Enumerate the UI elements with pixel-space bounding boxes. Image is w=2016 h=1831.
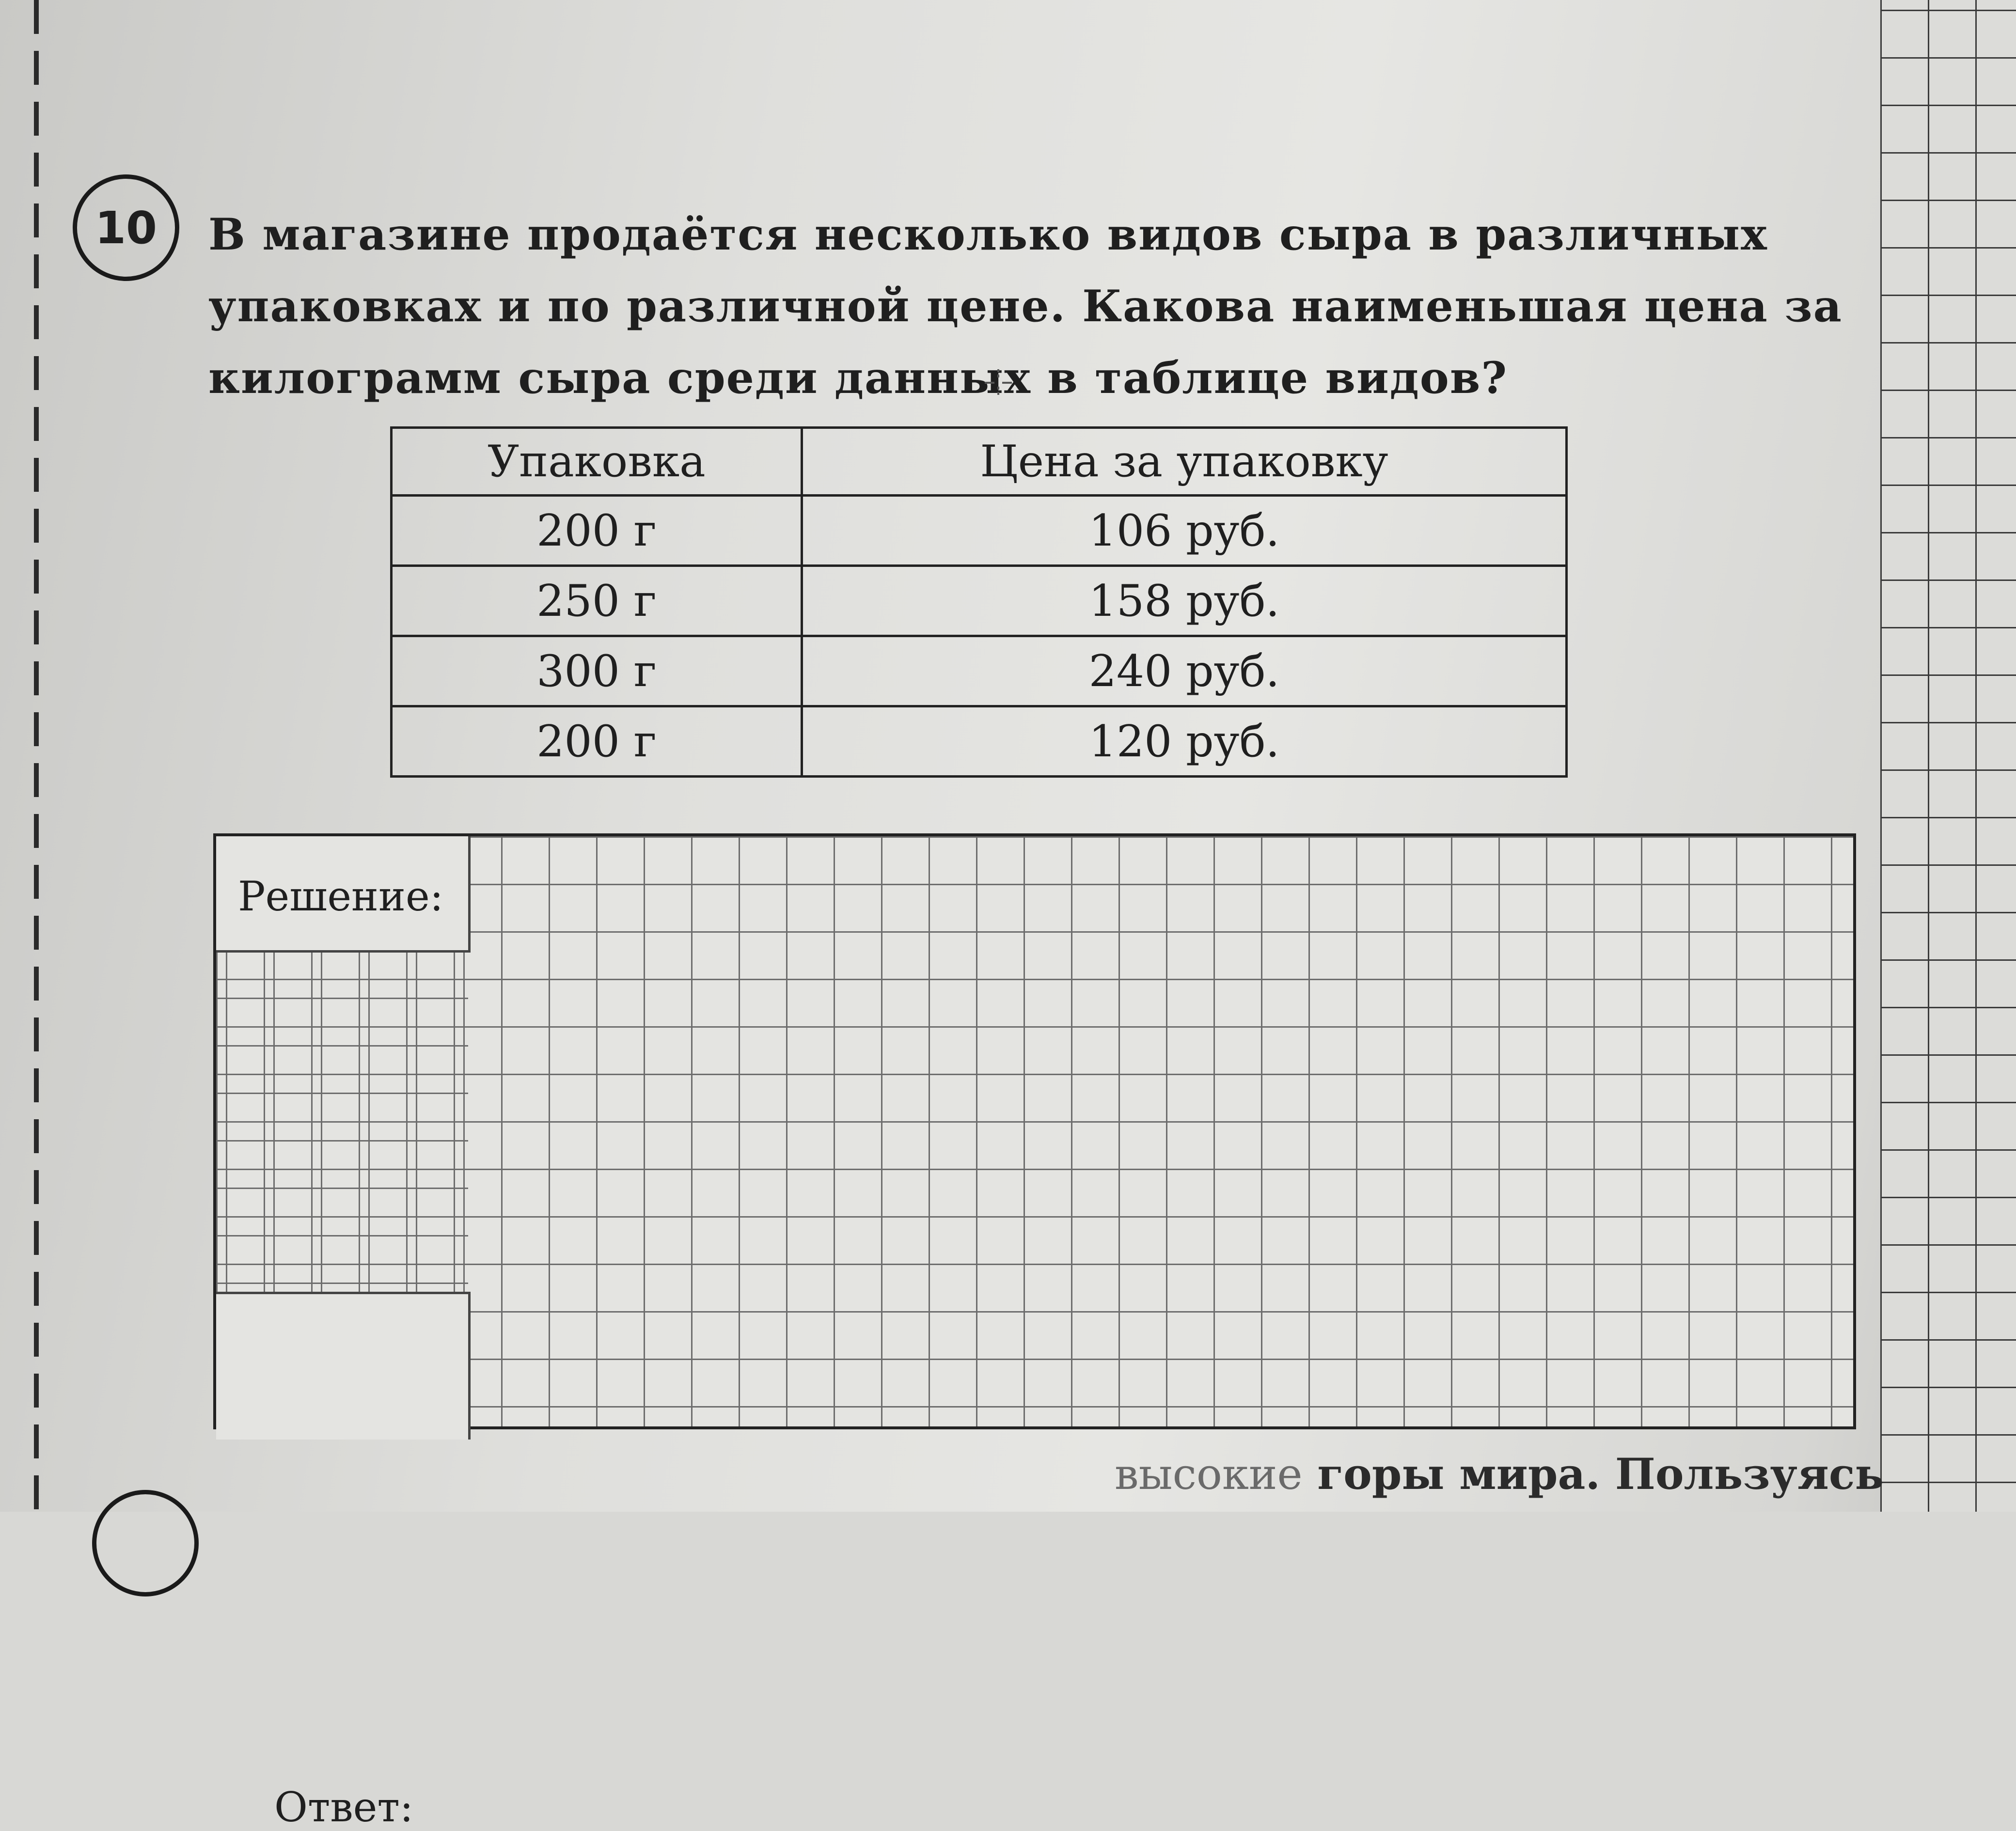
- table-row: [392, 706, 1567, 777]
- package-cell: 200 г: [392, 496, 802, 566]
- task-question: В магазине продаётся несколько видов сыра в различных упаковках и по различной цене. Какова наименьшая цена за килограмм сыра среди данных в таблице видов?: [208, 209, 1843, 404]
- price-cell: 106 руб.: [802, 496, 1566, 566]
- price-cell: 120 руб.: [802, 706, 1566, 777]
- margin-grid: [1880, 0, 2016, 1512]
- task-number: 10: [94, 202, 158, 254]
- package-cell: 250 г: [392, 566, 802, 636]
- table-row: [392, 566, 1567, 636]
- package-cell: 200 г: [392, 706, 802, 777]
- crosshair-cursor-icon: [984, 368, 1013, 397]
- cheese-price-table: [390, 426, 1568, 778]
- task-number-circle: [73, 174, 179, 281]
- next-task-number-circle: [92, 1490, 199, 1596]
- next-task-visible-text: горы мира. Пользуясь: [1317, 1449, 1884, 1499]
- answer-label: Ответ:: [274, 1784, 414, 1831]
- next-task-text-fragment: [1115, 1449, 1884, 1499]
- price-cell: 240 руб.: [802, 636, 1566, 706]
- solution-label-cell: [216, 836, 471, 953]
- table-row: [392, 636, 1567, 706]
- table-row: [392, 496, 1567, 566]
- price-cell: 158 руб.: [802, 566, 1566, 636]
- column-header-package: Упаковка: [392, 428, 802, 496]
- answer-label-cell: [216, 1292, 471, 1831]
- solution-label: Решение:: [238, 873, 444, 920]
- package-cell: 300 г: [392, 636, 802, 706]
- column-header-price: Цена за упаковку: [802, 428, 1566, 496]
- dashed-cut-line: [34, 0, 39, 1512]
- next-task-faded-word: высокие: [1115, 1449, 1303, 1499]
- table-header-row: [392, 428, 1567, 496]
- solution-grid-left[interactable]: [216, 950, 468, 1292]
